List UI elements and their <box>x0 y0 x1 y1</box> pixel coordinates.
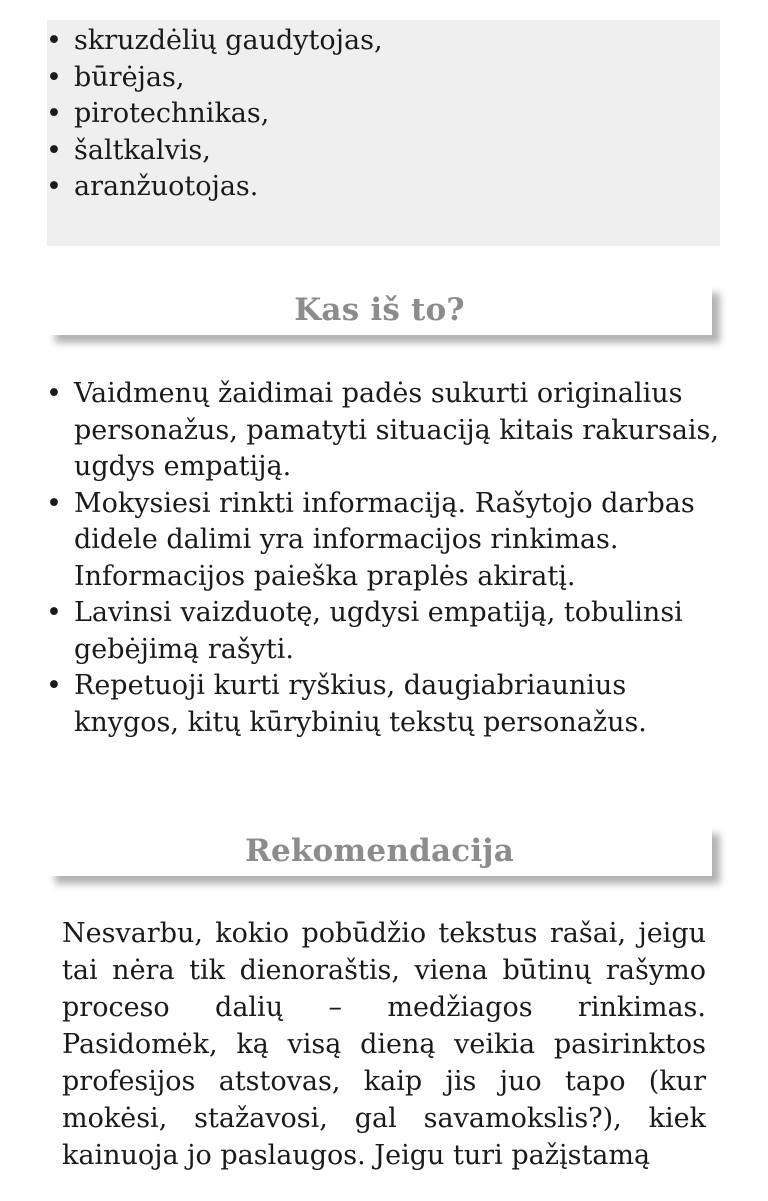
list-item <box>46 60 706 97</box>
list-item-text: Repetuoji kurti ryškius, daugiabriaunius knygos, kitų kūrybinių tekstų personažus. <box>74 670 647 738</box>
list-item <box>46 169 706 206</box>
list-item-text: šaltkalvis, <box>74 134 211 166</box>
list-item <box>46 486 726 596</box>
bullet-icon: • <box>46 670 62 701</box>
bullet-icon: • <box>46 25 62 56</box>
list-item-text: aranžuotojas. <box>74 171 259 202</box>
list-item <box>46 23 706 60</box>
list-item-text: Vaidmenų žaidimai padės sukurti originalius personažus, pamatyti situaciją kitais rakursais, ugdys empatiją. <box>74 378 719 482</box>
bullet-icon: • <box>46 597 62 628</box>
section-heading: Rekomendacija <box>244 833 515 869</box>
section-heading-banner <box>47 826 712 876</box>
profession-list <box>46 23 706 206</box>
bullet-icon: • <box>46 61 62 93</box>
list-item-text: Lavinsi vaizduotę, ugdysi empatiją, tobulinsi gebėjimą rašyti. <box>74 597 683 665</box>
bullet-icon: • <box>46 98 62 129</box>
list-item-text: skruzdėlių gaudytojas, <box>74 25 383 56</box>
list-item-text: būrėjas, <box>74 61 185 93</box>
bullet-icon: • <box>46 134 62 166</box>
section-heading: Kas iš to? <box>294 292 465 328</box>
recommendation-paragraph: Nesvarbu, kokio pobūdžio tekstus rašai, jeigu tai nėra tik dienoraštis, viena būtinų rašymo proceso dalių – medžiagos rinkimas. Pasidomėk, ką visą dieną veikia pasirinktos profesijos atstovas, kaip jis juo tapo (kur mokėsi, stažavosi, gal savamokslis?), kiek kainuoja jo paslaugos. Jeigu turi pažįstamą <box>62 918 706 1171</box>
benefits-list <box>46 376 726 741</box>
list-item <box>46 595 726 668</box>
section-heading-banner <box>47 285 712 335</box>
bullet-icon: • <box>46 487 62 519</box>
list-item-text: pirotechnikas, <box>74 98 270 129</box>
list-item <box>46 96 706 133</box>
list-item <box>46 376 726 486</box>
list-item-text: Mokysiesi rinkti informaciją. Rašytojo darbas didele dalimi yra informacijos rinkimas. Informacijos paieška praplės akiratį. <box>74 487 695 592</box>
bullet-icon: • <box>46 171 62 202</box>
bullet-icon: • <box>46 378 62 409</box>
list-item <box>46 668 726 741</box>
list-item <box>46 133 706 170</box>
